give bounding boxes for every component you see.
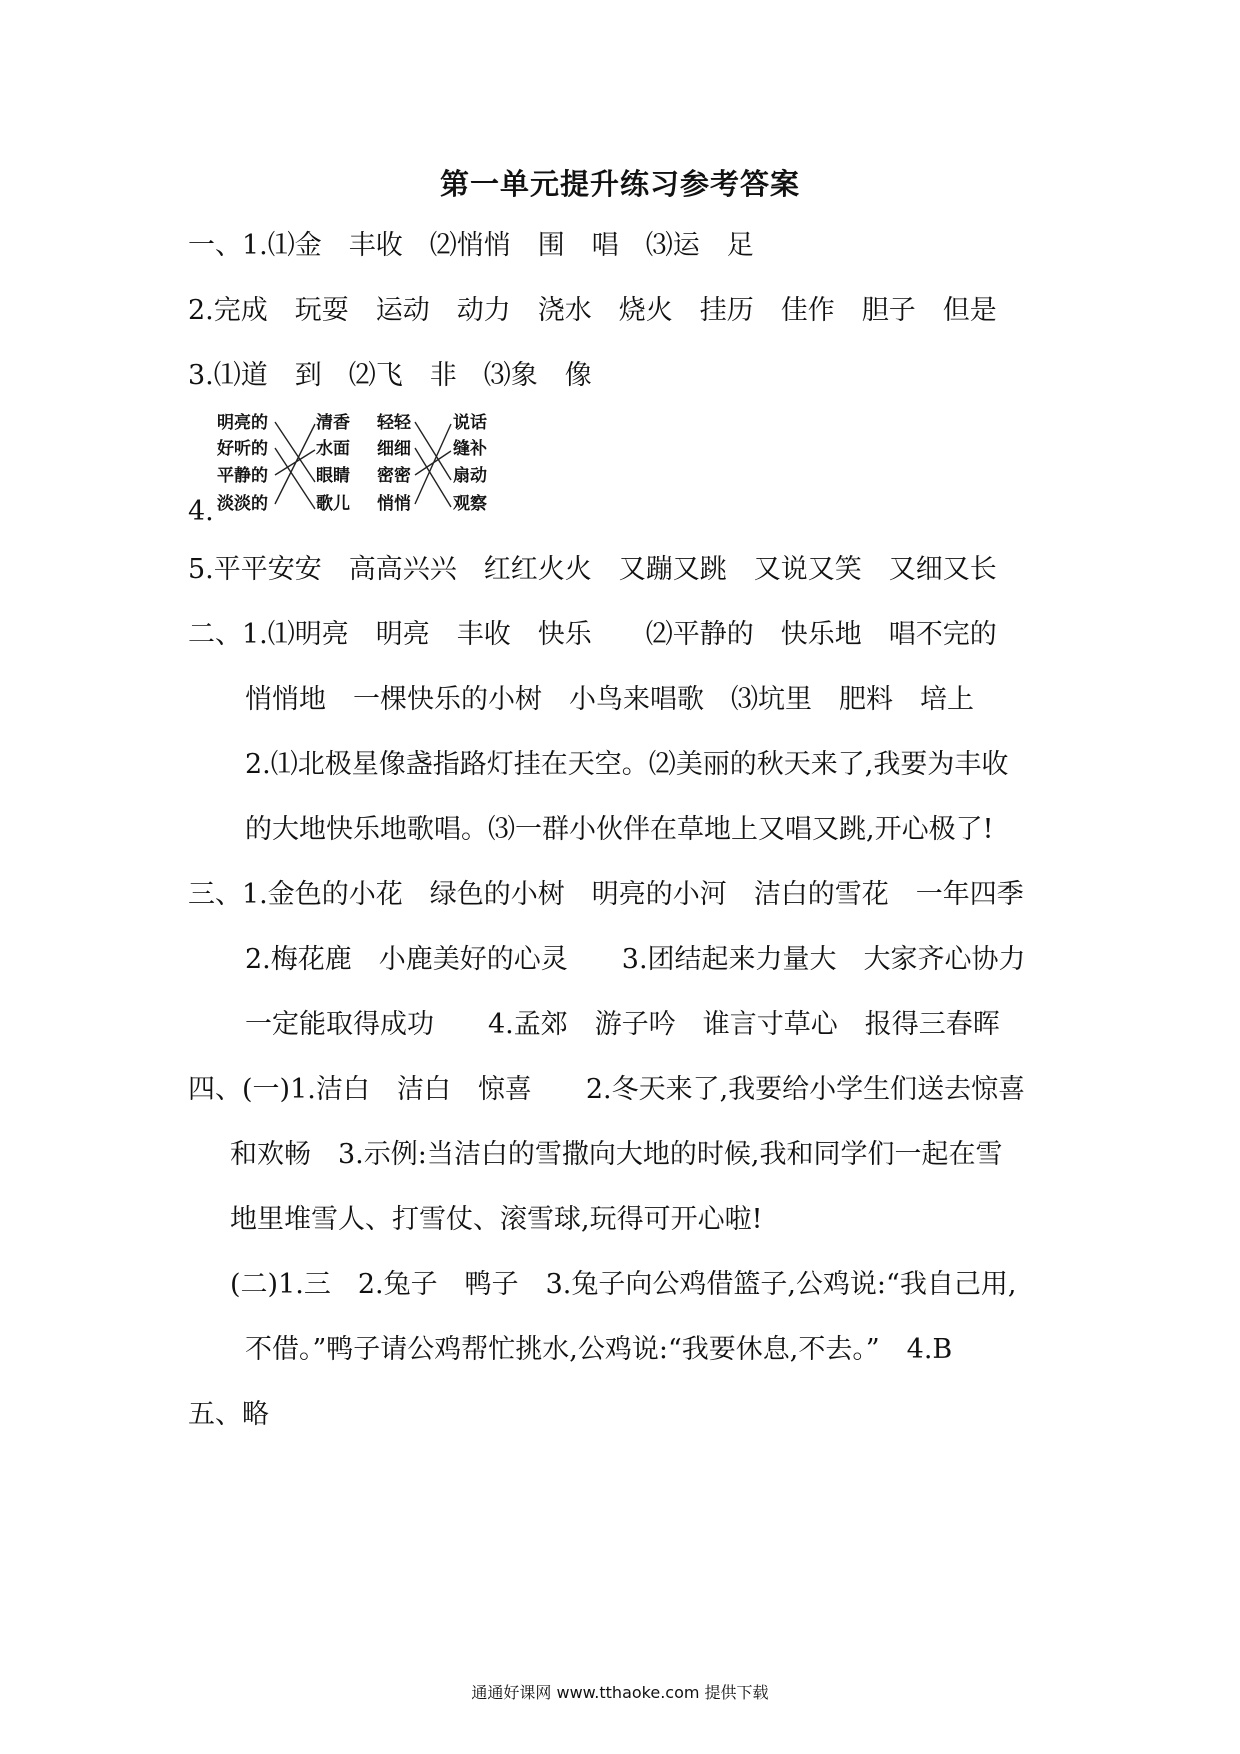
match-line bbox=[415, 448, 451, 507]
answer-line-1-5: 5.平平安安 高高兴兴 红红火火 又蹦又跳 又说又笑 又细又长 bbox=[188, 554, 997, 585]
answer-line-1-1: 一、1.⑴金 丰收 ⑵悄悄 围 唱 ⑶运 足 bbox=[188, 230, 754, 261]
answer-line-2-2-cont: 的大地快乐地歌唱。⑶一群小伙伴在草地上又唱又跳,开心极了! bbox=[245, 814, 994, 845]
match-line bbox=[415, 424, 451, 504]
match-word: 密密 bbox=[377, 466, 411, 486]
match-word: 好听的 bbox=[217, 439, 268, 459]
answer-line-3-1: 三、1.金色的小花 绿色的小树 明亮的小河 洁白的雪花 一年四季 bbox=[188, 879, 1024, 910]
answer-line-4-1: 四、(一)1.洁白 洁白 惊喜 2.冬天来了,我要给小学生们送去惊喜 bbox=[188, 1074, 1026, 1105]
answer-line-1-3: 3.⑴道 到 ⑵飞 非 ⑶象 像 bbox=[188, 360, 592, 391]
matching-number: 4. bbox=[188, 496, 214, 527]
answer-line-4-2-cont: 不借。”鸭子请公鸡帮忙挑水,公鸡说:“我要休息,不去。” 4.B bbox=[245, 1334, 953, 1365]
answer-line-5: 五、略 bbox=[188, 1399, 269, 1430]
match-word: 淡淡的 bbox=[217, 494, 268, 514]
match-word: 眼睛 bbox=[316, 466, 350, 486]
match-word: 观察 bbox=[453, 494, 487, 514]
match-word: 明亮的 bbox=[217, 413, 268, 433]
match-word: 细细 bbox=[377, 439, 411, 459]
answer-line-4-2: (二)1.三 2.兔子 鸭子 3.兔子向公鸡借篮子,公鸡说:“我自己用, bbox=[230, 1269, 1017, 1300]
match-word: 歌儿 bbox=[316, 494, 350, 514]
match-word: 悄悄 bbox=[377, 494, 411, 514]
answer-line-4-1-cont: 和欢畅 3.示例:当洁白的雪撒向大地的时候,我和同学们一起在雪 bbox=[230, 1139, 1003, 1170]
answer-line-2-1: 二、1.⑴明亮 明亮 丰收 快乐 ⑵平静的 快乐地 唱不完的 bbox=[188, 619, 997, 650]
match-word: 缝补 bbox=[453, 439, 487, 459]
answer-line-3-3: 一定能取得成功 4.孟郊 游子吟 谁言寸草心 报得三春晖 bbox=[245, 1009, 1000, 1040]
match-word: 清香 bbox=[316, 413, 350, 433]
answer-line-3-2: 2.梅花鹿 小鹿美好的心灵 3.团结起来力量大 大家齐心协力 bbox=[245, 944, 1026, 975]
match-line bbox=[275, 424, 315, 504]
match-word: 轻轻 bbox=[377, 413, 411, 433]
answer-line-2-1-cont: 悄悄地 一棵快乐的小树 小鸟来唱歌 ⑶坑里 肥料 培上 bbox=[245, 684, 974, 715]
footer-source: 通通好课网 www.tthaoke.com 提供下载 bbox=[471, 1683, 769, 1702]
answer-line-4-1-cont2: 地里堆雪人、打雪仗、滚雪球,玩得可开心啦! bbox=[230, 1204, 763, 1235]
match-line bbox=[275, 448, 315, 509]
matching-diagram bbox=[215, 412, 515, 527]
answer-line-1-2: 2.完成 玩耍 运动 动力 浇水 烧火 挂历 佳作 胆子 但是 bbox=[188, 295, 997, 326]
answer-line-2-2: 2.⑴北极星像盏指路灯挂在天空。⑵美丽的秋天来了,我要为丰收 bbox=[245, 749, 1009, 780]
match-word: 平静的 bbox=[217, 466, 268, 486]
match-word: 扇动 bbox=[453, 466, 487, 486]
match-word: 水面 bbox=[316, 439, 350, 459]
page-title: 第一单元提升练习参考答案 bbox=[439, 167, 800, 201]
match-word: 说话 bbox=[453, 413, 487, 433]
match-line bbox=[275, 422, 315, 482]
